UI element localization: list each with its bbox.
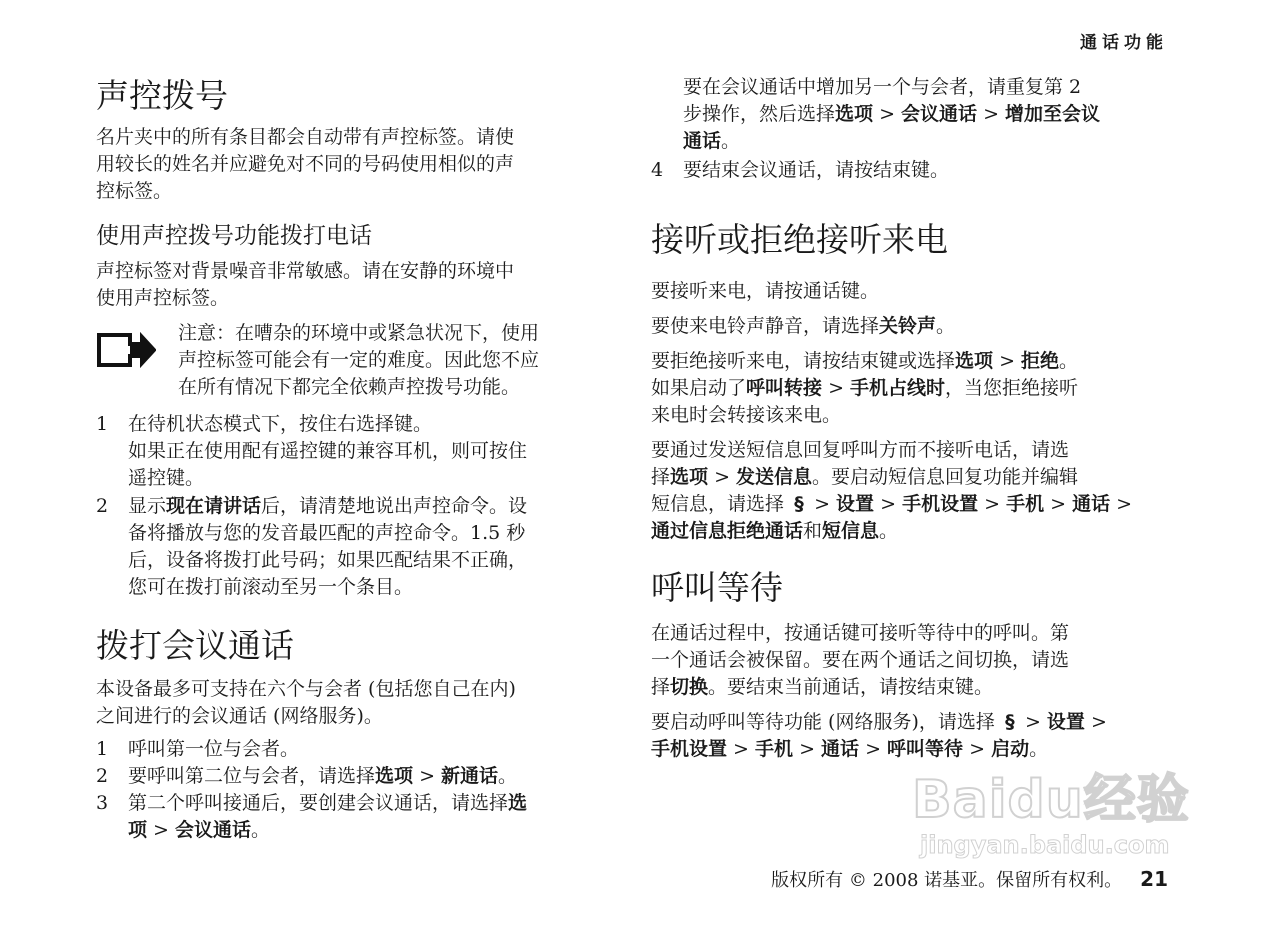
section-title-call-waiting: 呼叫等待 <box>651 568 783 607</box>
page-number: 21 <box>1140 867 1168 891</box>
baidu-watermark: Baidu经验 jingyan.baidu.com <box>912 770 1190 859</box>
waiting-p1: 在通话过程中，按通话键可接听等待中的呼叫。第 一个通话会被保留。要在两个通话之间切换，请选 择切换。要结束当前通话，请按结束键。 <box>651 622 1070 698</box>
copyright-text: 版权所有 © 2008 诺基亚。保留所有权利。 <box>771 870 1123 891</box>
chapter-header: 通话功能 <box>1080 33 1168 53</box>
voice-step-1: 1 在待机状态模式下，按住右选择键。 如果正在使用配有遥控键的兼容耳机，则可按住 遥控键。 <box>96 413 528 489</box>
section-title-voice-dialing: 声控拨号 <box>96 76 228 115</box>
conference-step-3-continued: 要在会议通话中增加另一个与会者，请重复第 2 步操作，然后选择选项 > 会议通话 > 增加至会议 通话。 <box>683 76 1101 152</box>
ui-label: 现在请讲话 <box>166 495 262 517</box>
voice-call-intro: 声控标签对背景噪音非常敏感。请在安静的环境中 使用声控标签。 <box>96 260 515 309</box>
voice-step-2: 2 显示现在请讲话后，请清楚地说出声控命令。设 备将播放与您的发音最匹配的声控命令。1.5 秒 后，设备将拨打此号码；如果匹配结果不正确， 您可在拨打前滚动至另一个条目。 <box>96 495 528 598</box>
voice-dialing-intro: 名片夹中的所有条目都会自动带有声控标签。请使 用较长的姓名并应避免对不同的号码使用相似的声 控标签。 <box>96 126 515 202</box>
answer-p4: 要通过发送短信息回复呼叫方而不接听电话，请选 择选项 > 发送信息。要启动短信息回复功能并编辑 短信息，请选择 § > 设置 > 手机设置 > 手机 > 通话 > 通过信息拒绝通话和短信息。 <box>651 439 1133 542</box>
answer-p1: 要接听来电，请按通话键。 <box>651 280 880 302</box>
section-title-conference: 拨打会议通话 <box>96 626 294 665</box>
conference-step-3: 3 第二个呼叫接通后，要创建会议通话，请选择选 项 > 会议通话。 <box>96 792 528 841</box>
conference-intro: 本设备最多可支持在六个与会者 (包括您自己在内) 之间进行的会议通话 (网络服务)。 <box>96 678 516 727</box>
page-footer <box>771 866 1168 892</box>
conference-step-4: 4 要结束会议通话，请按结束键。 <box>651 159 950 181</box>
menu-icon: § <box>1005 711 1015 733</box>
answer-p3: 要拒绝接听来电，请按结束键或选择选项 > 拒绝。 如果启动了呼叫转接 > 手机占线时，当您拒绝接听 来电时会转接该来电。 <box>651 350 1079 426</box>
conference-step-1: 1 呼叫第一位与会者。 <box>96 738 300 760</box>
subsection-title-voice-call: 使用声控拨号功能拨打电话 <box>96 223 372 249</box>
note-text: 注意：在嘈杂的环境中或紧急状况下，使用 声控标签可能会有一定的难度。因此您不应 在所有情况下都完全依赖声控拨号功能。 <box>178 322 540 398</box>
answer-p2: 要使来电铃声静音，请选择关铃声。 <box>651 315 956 337</box>
section-title-answer-reject: 接听或拒绝接听来电 <box>651 220 948 259</box>
note-icon <box>96 330 156 370</box>
conference-step-2: 2 要呼叫第二位与会者，请选择选项 > 新通话。 <box>96 765 518 787</box>
menu-icon: § <box>794 493 804 515</box>
waiting-p2: 要启动呼叫等待功能 (网络服务)，请选择 § > 设置 > 手机设置 > 手机 > 通话 > 呼叫等待 > 启动。 <box>651 711 1107 760</box>
